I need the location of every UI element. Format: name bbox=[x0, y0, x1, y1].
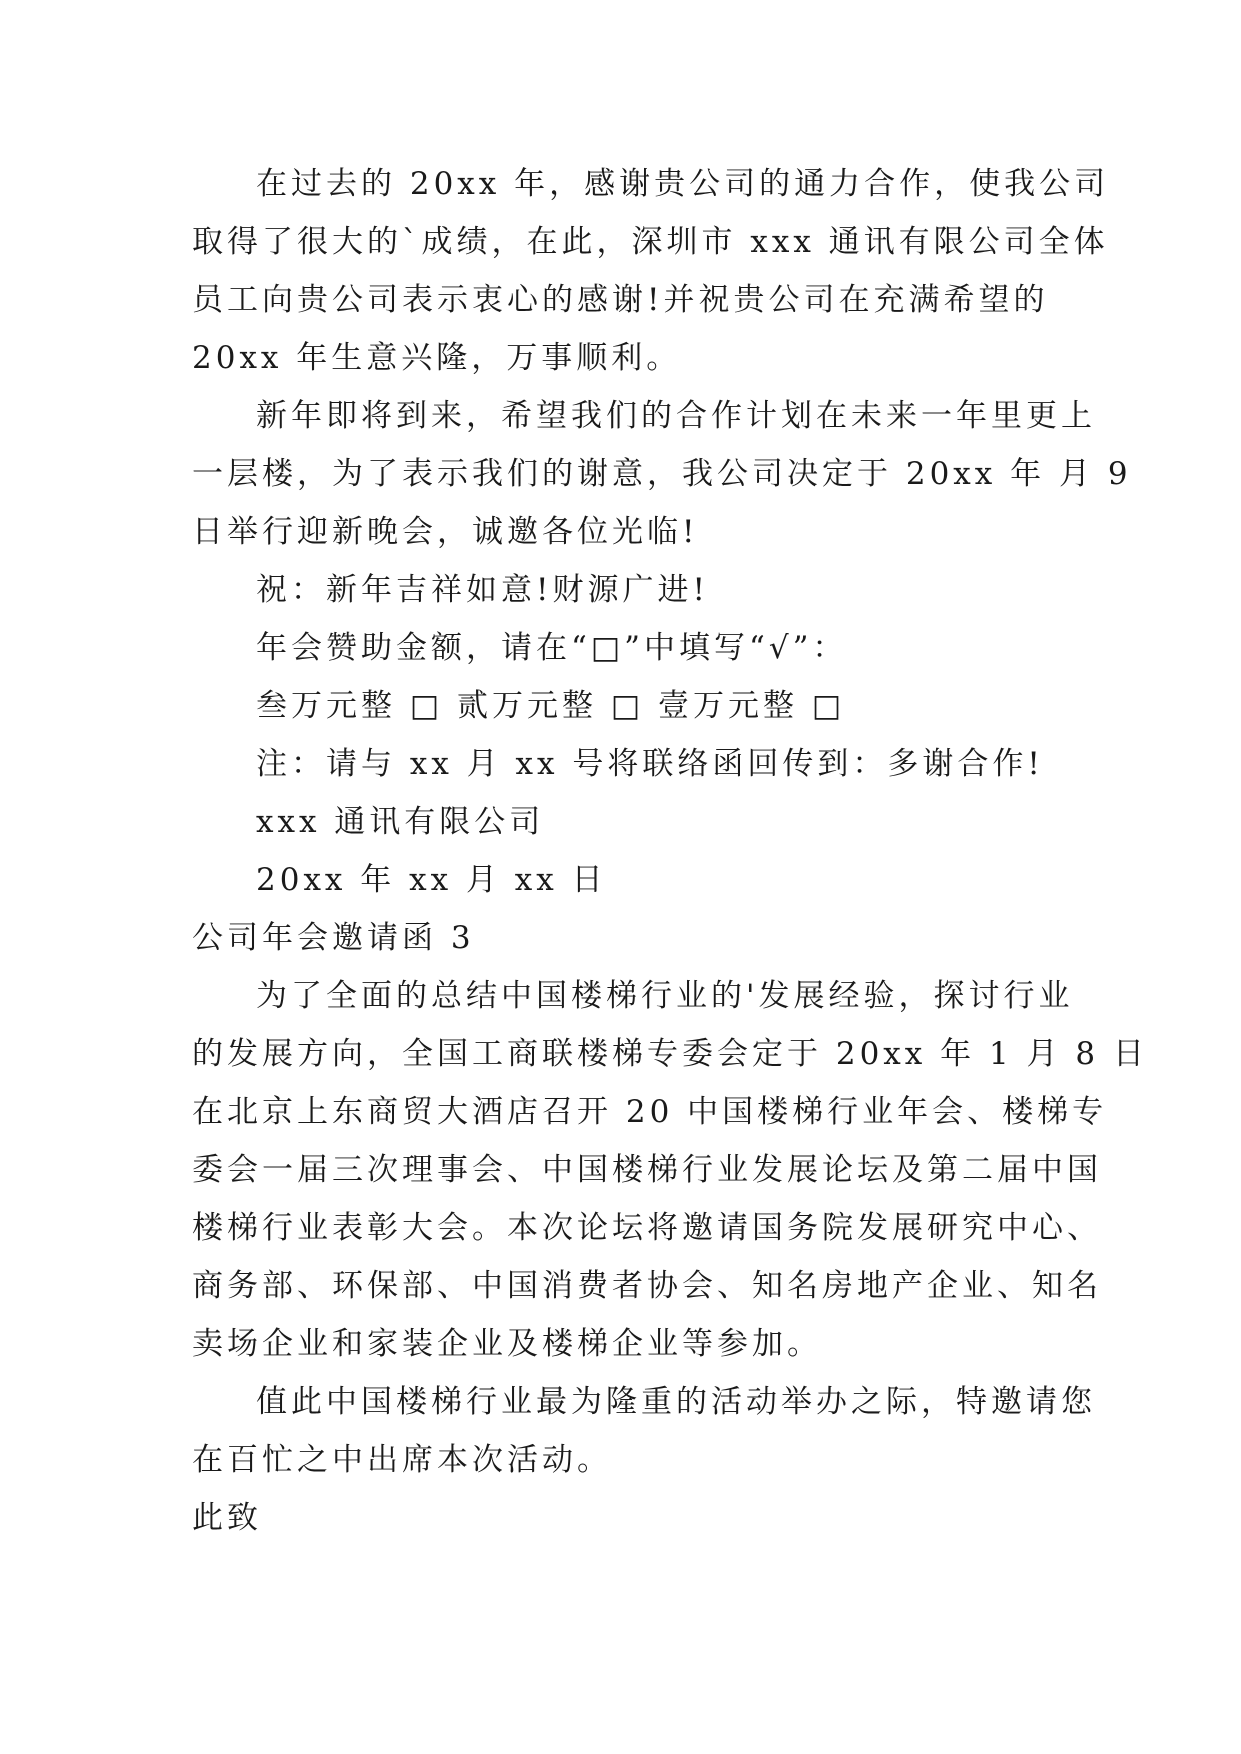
paragraph-3-line-3: 在北京上东商贸大酒店召开 20 中国楼梯行业年会、楼梯专 bbox=[192, 1094, 1108, 1130]
paragraph-1-line-1: 在过去的 20xx 年，感谢贵公司的通力合作，使我公司 bbox=[256, 166, 1110, 202]
paragraph-4-line-2: 在百忙之中出席本次活动。 bbox=[192, 1442, 612, 1478]
signature-date: 20xx 年 xx 月 xx 日 bbox=[256, 862, 607, 898]
note-line: 注：请与 xx 月 xx 号将联络函回传到：多谢合作! bbox=[256, 746, 1044, 782]
paragraph-3-line-7: 卖场企业和家装企业及楼梯企业等参加。 bbox=[192, 1326, 822, 1362]
paragraph-2-line-2: 一层楼，为了表示我们的谢意，我公司决定于 20xx 年 月 9 bbox=[192, 456, 1132, 492]
sponsorship-instruction: 年会赞助金额，请在“□”中填写“√”： bbox=[256, 630, 848, 666]
signature-company: xxx 通讯有限公司 bbox=[256, 804, 545, 840]
paragraph-1-line-3: 员工向贵公司表示衷心的感谢!并祝贵公司在充满希望的 bbox=[192, 282, 1049, 318]
paragraph-1-line-2: 取得了很大的`成绩，在此，深圳市 xxx 通讯有限公司全体 bbox=[192, 224, 1109, 260]
paragraph-3-line-4: 委会一届三次理事会、中国楼梯行业发展论坛及第二届中国 bbox=[192, 1152, 1102, 1188]
paragraph-3-line-2: 的发展方向，全国工商联楼梯专委会定于 20xx 年 1 月 8 日 bbox=[192, 1036, 1148, 1072]
section-heading: 公司年会邀请函 3 bbox=[192, 920, 475, 956]
paragraph-4-line-1: 值此中国楼梯行业最为隆重的活动举办之际，特邀请您 bbox=[256, 1384, 1096, 1420]
greeting-line: 祝：新年吉祥如意!财源广进! bbox=[256, 572, 709, 608]
closing-line: 此致 bbox=[192, 1500, 262, 1536]
sponsorship-options: 叁万元整 □ 贰万元整 □ 壹万元整 □ bbox=[256, 688, 846, 724]
paragraph-3-line-1: 为了全面的总结中国楼梯行业的'发展经验，探讨行业 bbox=[256, 978, 1074, 1014]
paragraph-1-line-4: 20xx 年生意兴隆，万事顺利。 bbox=[192, 340, 682, 376]
paragraph-2-line-1: 新年即将到来，希望我们的合作计划在未来一年里更上 bbox=[256, 398, 1096, 434]
paragraph-3-line-5: 楼梯行业表彰大会。本次论坛将邀请国务院发展研究中心、 bbox=[192, 1210, 1102, 1246]
paragraph-2-line-3: 日举行迎新晚会，诚邀各位光临! bbox=[192, 514, 699, 550]
paragraph-3-line-6: 商务部、环保部、中国消费者协会、知名房地产企业、知名 bbox=[192, 1268, 1102, 1304]
